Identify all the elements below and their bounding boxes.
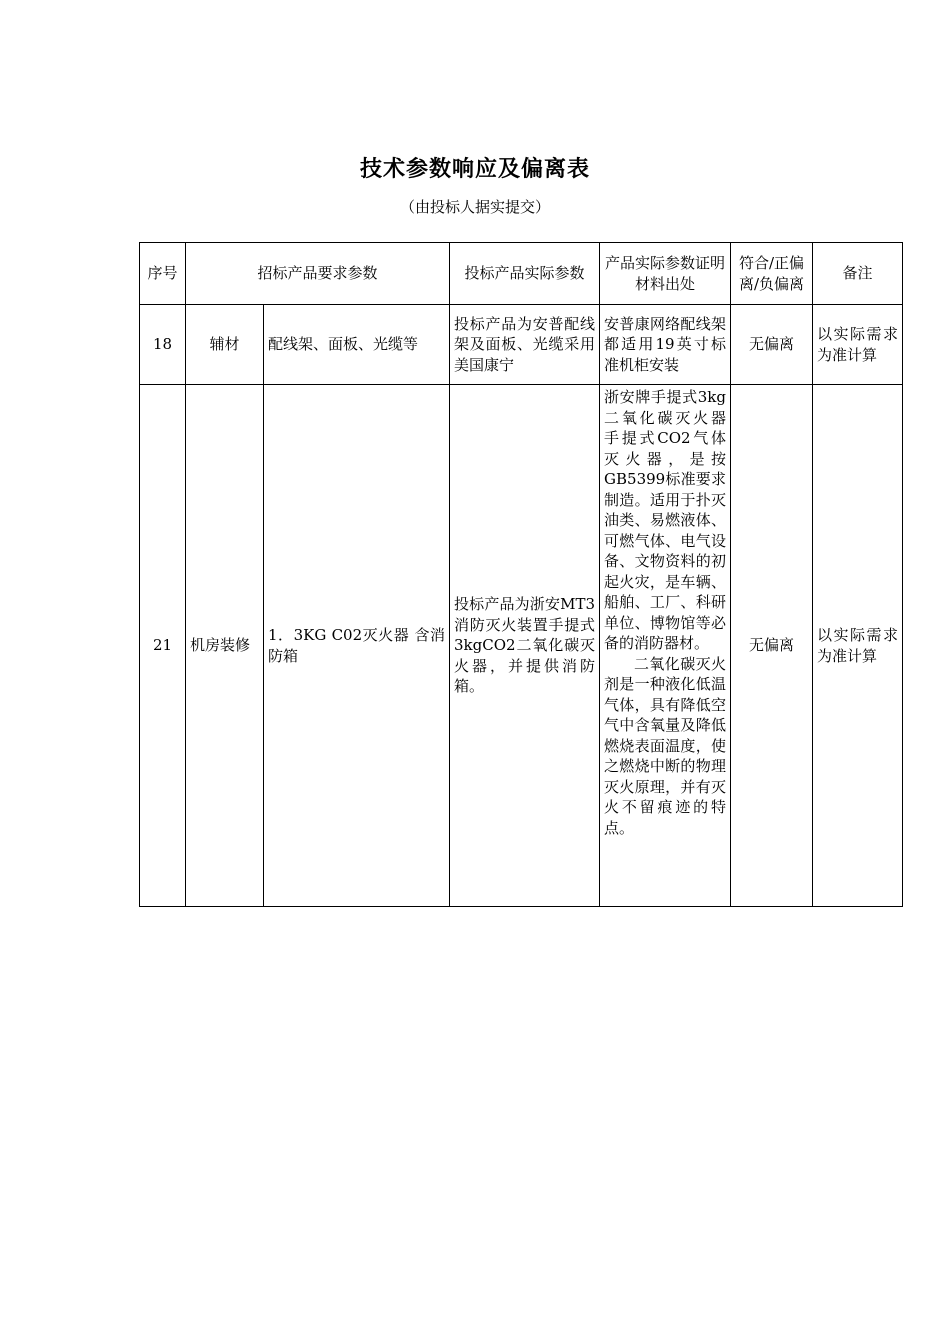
proof-paragraph-1: 浙安牌手提式3kg二氧化碳灭火器 手提式CO2气体灭火器，是按GB5399标准要求制造。适用于扑灭油类、易燃液体、可燃气体、电气设备、文物资料的初起火灾，是车辆、船舶、工厂、科研单位、博物馆等必备的消防器材。: [604, 388, 727, 652]
proof-paragraph-2: 二氧化碳灭火剂是一种液化低温气体，具有降低空气中含氧量及降低燃烧表面温度，使之燃烧中断的物理灭火原理，并有灭火不留痕迹的特点。: [604, 654, 727, 837]
cell-seq: 21: [140, 385, 186, 907]
cell-actual: 投标产品为安普配线架及面板、光缆采用美国康宁: [450, 305, 600, 385]
cell-actual: 投标产品为浙安MT3消防灭火装置手提式3kgCO2二氧化碳灭火器，并提供消防箱。: [450, 385, 600, 907]
cell-requirement: 配线架、面板、光缆等: [264, 305, 450, 385]
cell-seq: 18: [140, 305, 186, 385]
page-title: 技术参数响应及偏离表: [359, 157, 590, 182]
cell-deviation: 无偏离: [731, 385, 813, 907]
table-row: [140, 305, 903, 385]
cell-proof: [600, 385, 731, 907]
header-seq: 序号: [140, 243, 186, 305]
header-deviation: 符合/正偏离/负偏离: [731, 243, 813, 305]
deviation-table: [139, 242, 903, 907]
table-header-row: [140, 243, 903, 305]
header-remark: 备注: [813, 243, 903, 305]
page-subtitle: （由投标人据实提交）: [399, 198, 550, 216]
cell-remark: 以实际需求为准计算: [813, 305, 903, 385]
cell-remark: 以实际需求为准计算: [813, 385, 903, 907]
table-row: [140, 385, 903, 907]
header-actual: 投标产品实际参数: [450, 243, 600, 305]
cell-proof: 安普康网络配线架都适用19英寸标准机柜安装: [600, 305, 731, 385]
cell-deviation: 无偏离: [731, 305, 813, 385]
cell-requirement: 1．3KG C02灭火器 含消防箱: [264, 385, 450, 907]
cell-category: 机房装修: [186, 385, 264, 907]
header-proof: 产品实际参数证明材料出处: [600, 243, 731, 305]
cell-category: 辅材: [186, 305, 264, 385]
header-requirement: 招标产品要求参数: [186, 243, 450, 305]
